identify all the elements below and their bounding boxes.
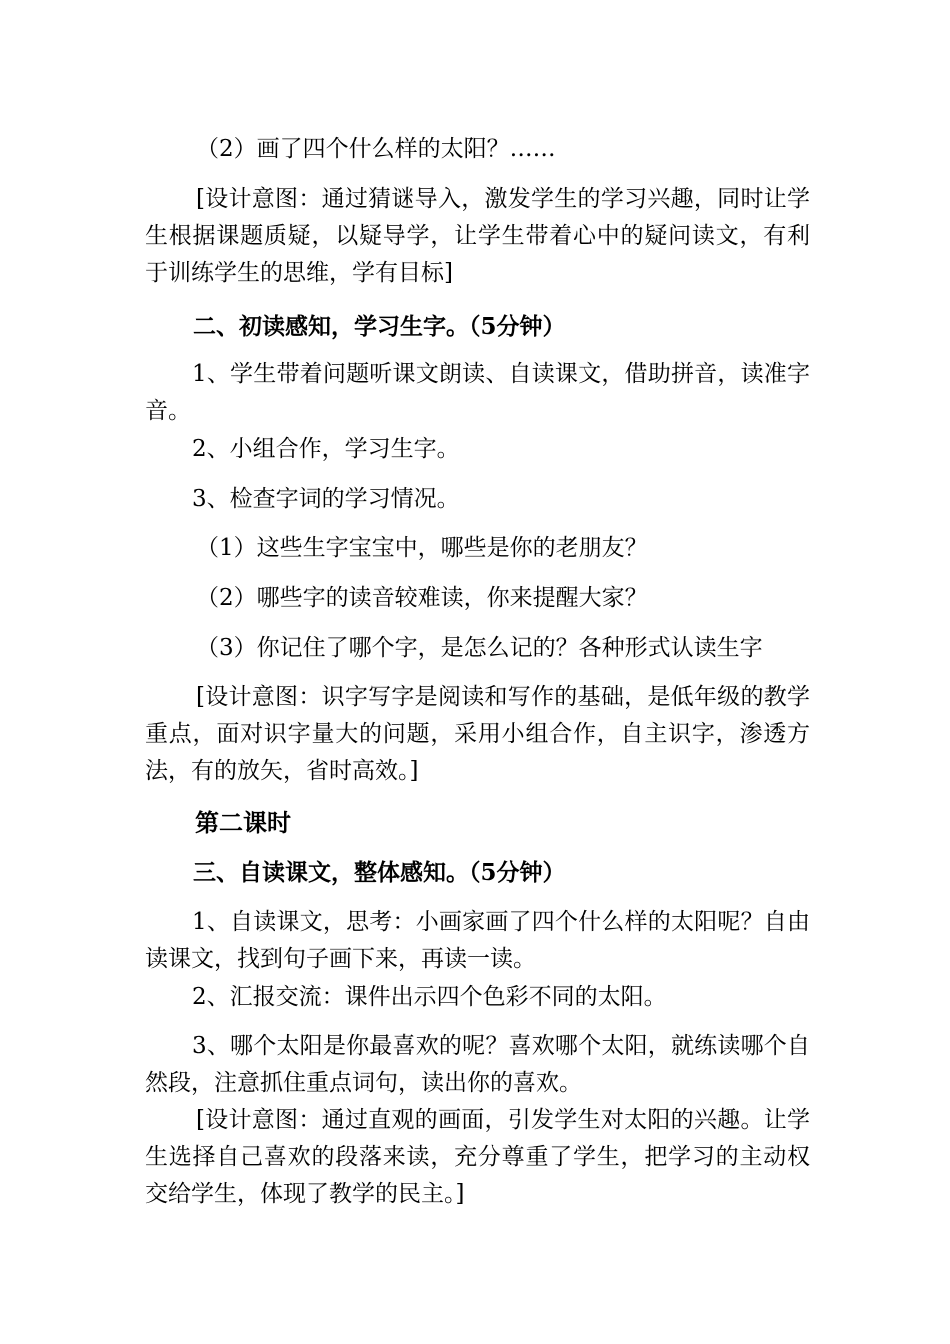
section-3-item-1: 1、自读课文，思考：小画家画了四个什么样的太阳呢？自由读课文，找到句子画下来，再读一读。 [145,909,810,972]
question-2-intro: （2）画了四个什么样的太阳？…… [196,136,556,162]
section-2-item-2: 2、小组合作，学习生字。 [192,436,460,462]
design-intent-3: [设计意图：通过直观的画面，引发学生对太阳的兴趣。让学生选择自己喜欢的段落来读，充分尊重了学生，把学习的主动权交给学生，体现了教学的民主。] [145,1107,810,1207]
section-2-question-2: （2）哪些字的读音较难读，你来提醒大家？ [196,585,648,611]
lesson-2-title: 第二课时 [195,809,291,837]
section-3-item-3: 3、哪个太阳是你最喜欢的呢？喜欢哪个太阳，就练读哪个自然段，注意抓住重点词句，读出你的喜欢。 [145,1033,810,1096]
section-3-item-2: 2、汇报交流：课件出示四个色彩不同的太阳。 [192,984,667,1010]
design-intent-2: [设计意图：识字写字是阅读和写作的基础，是低年级的教学重点，面对识字量大的问题，采用小组合作，自主识字，渗透方法，有的放矢，省时高效。] [145,684,810,784]
section-2-question-1: （1）这些生字宝宝中，哪些是你的老朋友？ [196,535,648,561]
section-2-question-3: （3）你记住了哪个字，是怎么记的？各种形式认读生字 [196,635,763,661]
section-2-title: 二、初读感知，学习生字。（5分钟） [193,313,566,340]
section-3-title: 三、自读课文，整体感知。（5分钟） [193,859,566,886]
section-2-item-1: 1、学生带着问题听课文朗读、自读课文，借助拼音，读准字音。 [145,361,810,424]
section-2-item-3: 3、检查字词的学习情况。 [192,486,460,512]
design-intent-1: [设计意图：通过猜谜导入，激发学生的学习兴趣，同时让学生根据课题质疑，以疑导学，让学生带着心中的疑问读文，有利于训练学生的思维，学有目标] [145,186,810,286]
